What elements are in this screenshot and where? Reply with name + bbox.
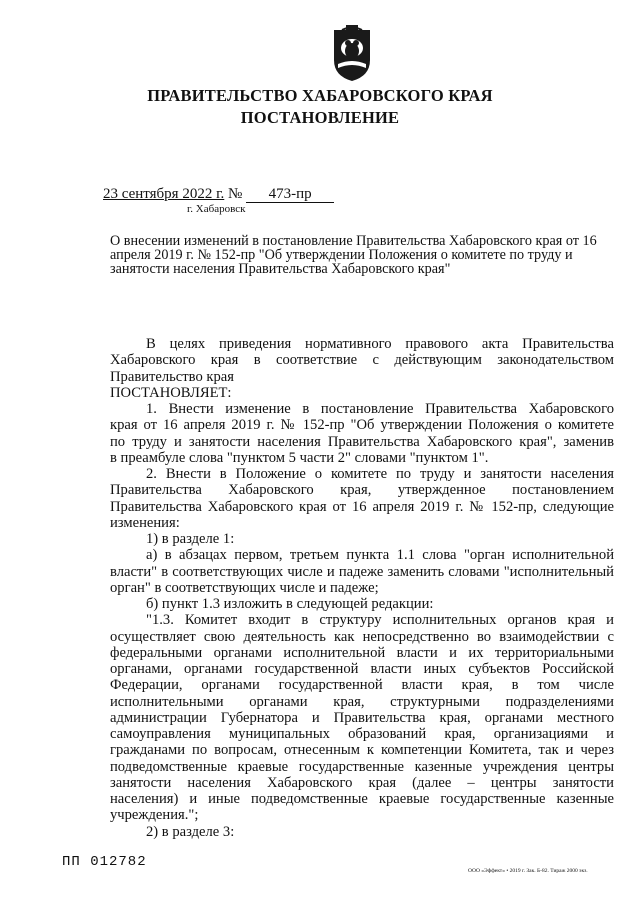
document-type: ПОСТАНОВЛЕНИЕ	[240, 108, 400, 127]
body-line: самоуправления муниципальных образований края, организациями и	[110, 726, 614, 742]
body-line: исполнительными органами края, структурными подразделениями	[110, 693, 614, 710]
coat-of-arms-emblem	[330, 24, 374, 82]
body-line: администрации Губернатора и Правительства края, органами местного	[110, 709, 614, 726]
government-title: ПРАВИТЕЛЬСТВО ХАБАРОВСКОГО КРАЯ	[147, 86, 493, 105]
body-line: гражданами по вопросам, отнесенным к компетенции Комитета, так и через	[110, 742, 614, 759]
body-line: федеральными органами исполнительной власти и их территориальными	[110, 644, 614, 661]
body-line: края от 16 апреля 2019 г. № 152-пр "Об утверждении Положения о комитете	[110, 417, 614, 434]
document-subject: О внесении изменений в постановление Правительства Хабаровского края от 16 апреля 2019 г. № 152-пр "Об утверждении Положения о комитете по труду и занятости населения Правительства Хабаровского края"	[110, 233, 597, 277]
number-sign: №	[228, 186, 243, 202]
body-line: осуществляет свою деятельность как непосредственно во взаимодействии с	[110, 628, 614, 645]
body-line: изменения:	[110, 514, 180, 531]
body-line: власти" в соответствующих числе и падеже заменить словами "исполнительный	[110, 563, 614, 580]
body-line: в преамбуле слова "пунктом 5 части 2" словами "пунктом 1".	[110, 449, 489, 466]
body-line: Правительства Хабаровского края, утвержденное постановлением	[110, 482, 614, 499]
body-line: 2. Внести в Положение о комитете по труду и занятости населения	[146, 466, 614, 482]
body-line: занятости населения Хабаровского края (далее – центры занятости	[110, 774, 614, 791]
body-line: б) пункт 1.3 изложить в следующей редакции:	[146, 596, 434, 612]
body-line: населения) и иные подведомственные краевые государственные казенные	[110, 791, 614, 807]
city-name: г. Хабаровск	[187, 203, 246, 215]
body-line: орган" в соответствующих числе и падеже;	[110, 579, 379, 596]
date-number-line	[103, 186, 334, 203]
body-line: ПОСТАНОВЛЯЕТ:	[110, 384, 232, 401]
body-line: "1.3. Комитет входит в структуру исполнительных органов края и	[146, 612, 614, 629]
body-line: 1) в разделе 1:	[146, 531, 235, 547]
body-line: 2) в разделе 3:	[146, 823, 235, 840]
body-line: Хабаровского края в соответствие с действующим законодательством	[110, 352, 614, 369]
body-line: а) в абзацах первом, третьем пункта 1.1 слова "орган исполнительной	[146, 547, 614, 564]
body-line: В целях приведения нормативного правового акта Правительства	[146, 336, 614, 352]
body-line: по труду и занятости населения Правительства Хабаровского края", заменив	[110, 433, 614, 450]
body-line: Правительства Хабаровского края от 16 апреля 2019 г. № 152-пр, следующие	[110, 498, 614, 515]
document-number: 473-пр	[246, 187, 334, 203]
serial-number: ПП 012782	[62, 854, 147, 870]
body-line: учреждения.";	[110, 807, 199, 824]
body-line: органами, органами государственной власти иных субъектов Российской	[110, 661, 614, 677]
document-date: 23 сентября 2022 г.	[103, 186, 225, 202]
body-line: подведомственные краевые государственные казенные учреждения центры	[110, 758, 614, 775]
body-line: Правительство края	[110, 368, 234, 385]
body-line: Федерации, органами государственной власти края, в том числе	[110, 677, 614, 694]
printer-imprint: ООО «Эффект» • 2019 г. Зак. Б-82. Тираж 2000 экз.	[468, 868, 588, 874]
body-line: 1. Внести изменение в постановление Правительства Хабаровского	[146, 401, 614, 417]
